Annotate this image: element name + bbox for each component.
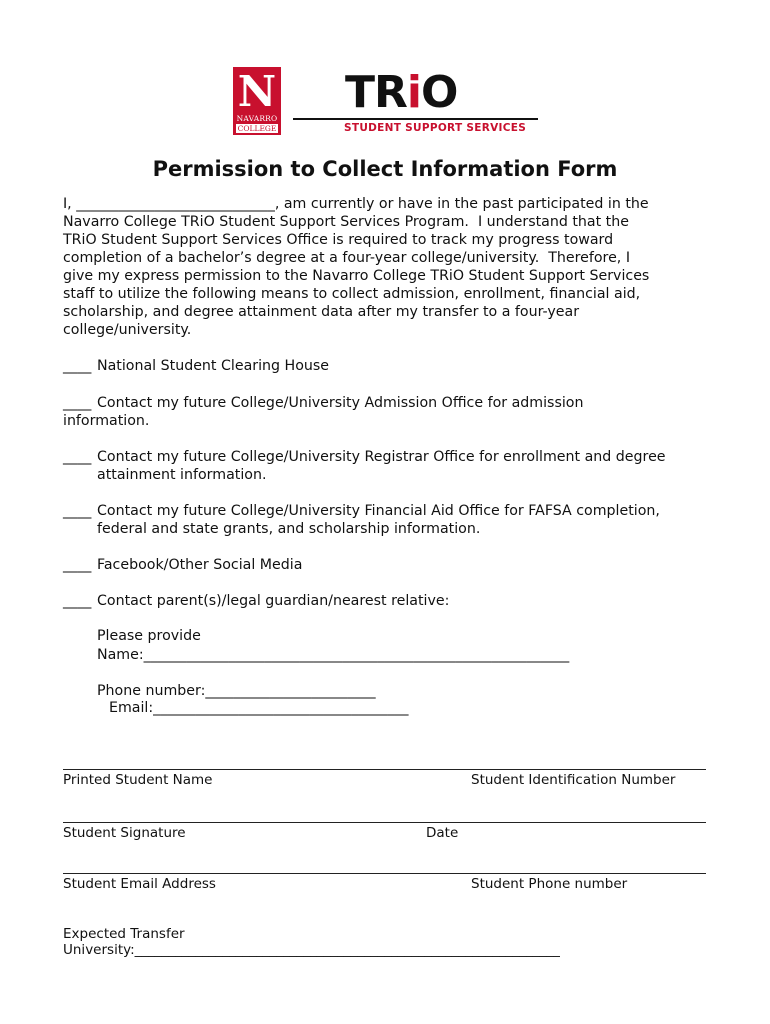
- option-financial-aid-office-cont: federal and state grants, and scholarship information.: [97, 521, 481, 537]
- signature-label: Student Signature: [63, 825, 186, 841]
- option-admission-office: Contact my future College/University Admission Office for admission: [97, 395, 584, 411]
- printed-name-line[interactable]: [63, 769, 706, 770]
- email-address-label: Student Email Address: [63, 876, 216, 892]
- option-registrar-office-cont: attainment information.: [97, 467, 267, 483]
- option-blank[interactable]: ____: [63, 449, 92, 465]
- trio-logo-tr: TR: [345, 67, 407, 118]
- intro-line: TRiO Student Support Services Office is required to track my progress toward: [63, 232, 614, 248]
- navarro-college-logo: [233, 67, 281, 135]
- trio-logo: [345, 68, 457, 118]
- printed-name-label: Printed Student Name: [63, 772, 213, 788]
- contact-email-field[interactable]: Email:____________________________________: [109, 700, 409, 716]
- intro-line: scholarship, and degree attainment data after my transfer to a four-year: [63, 304, 580, 320]
- signature-line[interactable]: [63, 822, 706, 823]
- intro-line: I, ____________________________, am currently or have in the past participated in the: [63, 196, 649, 212]
- intro-line: give my express permission to the Navarro College TRiO Student Support Services: [63, 268, 650, 284]
- intro-line: college/university.: [63, 322, 192, 338]
- navarro-logo-name: NAVARRO: [236, 114, 278, 123]
- page-title: Permission to Collect Information Form: [152, 157, 618, 181]
- trio-logo-subtitle: STUDENT SUPPORT SERVICES: [344, 122, 527, 134]
- option-blank[interactable]: ____: [63, 557, 92, 573]
- option-registrar-office: Contact my future College/University Registrar Office for enrollment and degree: [97, 449, 666, 465]
- trio-logo-rule: [293, 118, 538, 120]
- navarro-logo-college: COLLEGE: [237, 124, 277, 133]
- trio-logo-i: i: [406, 67, 421, 118]
- navarro-logo-letter: N: [237, 67, 277, 116]
- email-address-line[interactable]: [63, 873, 706, 874]
- option-financial-aid-office: Contact my future College/University Financial Aid Office for FAFSA completion,: [97, 503, 660, 519]
- option-clearing-house: National Student Clearing House: [97, 358, 330, 374]
- intro-line: Navarro College TRiO Student Support Services Program. I understand that the: [63, 214, 629, 230]
- contact-name-field[interactable]: Name:____________________________________________________________: [97, 647, 570, 663]
- expected-transfer-label: Expected Transfer: [63, 926, 185, 942]
- intro-line: completion of a bachelor’s degree at a four-year college/university. Therefore, I: [63, 250, 631, 266]
- contact-instruction: Please provide: [97, 628, 201, 644]
- date-label: Date: [426, 825, 459, 841]
- option-admission-office-cont: information.: [63, 413, 150, 429]
- contact-phone-field[interactable]: Phone number:________________________: [97, 683, 376, 699]
- expected-transfer-university-field[interactable]: University:_______________________________________________________________: [63, 942, 560, 958]
- option-blank[interactable]: ____: [63, 395, 92, 411]
- trio-logo-o: O: [421, 67, 458, 118]
- option-blank[interactable]: ____: [63, 503, 92, 519]
- intro-line: staff to utilize the following means to collect admission, enrollment, financial aid,: [63, 286, 641, 302]
- option-blank[interactable]: ____: [63, 593, 92, 609]
- option-social-media: Facebook/Other Social Media: [97, 557, 303, 573]
- option-contact-relative: Contact parent(s)/legal guardian/nearest relative:: [97, 593, 450, 609]
- phone-number-label: Student Phone number: [471, 876, 628, 892]
- option-blank[interactable]: ____: [63, 358, 92, 374]
- student-id-label: Student Identification Number: [471, 772, 676, 788]
